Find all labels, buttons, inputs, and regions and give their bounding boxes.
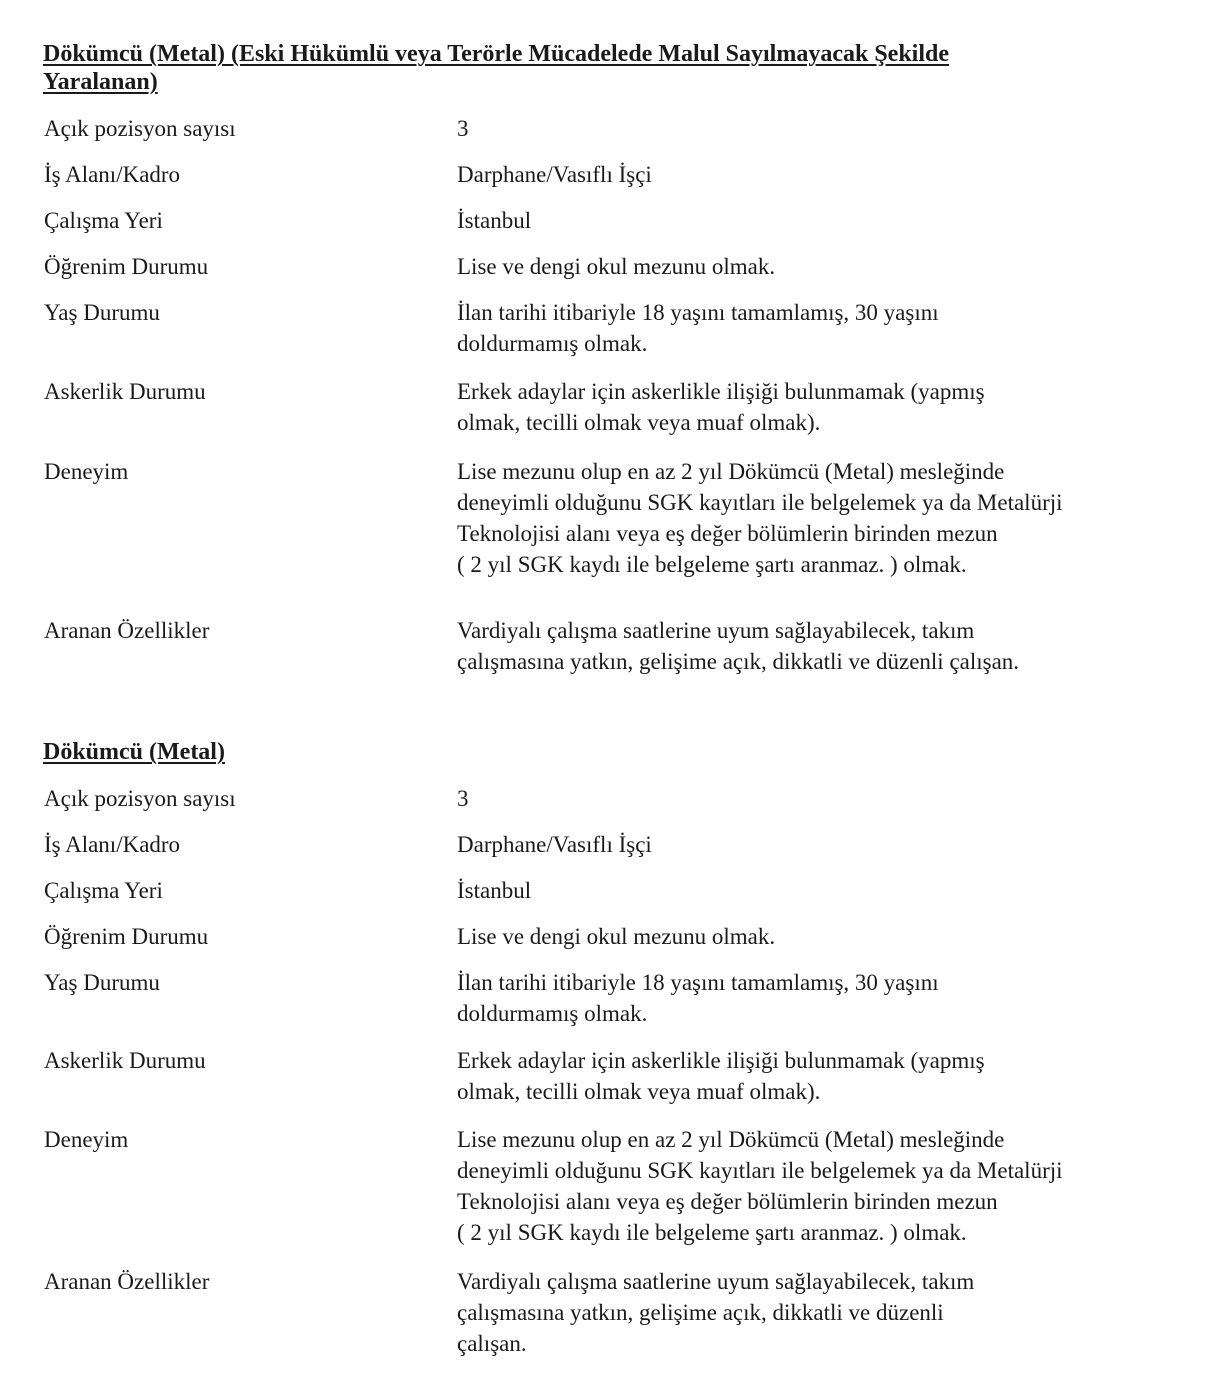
field-value: Lise mezunu olup en az 2 yıl Dökümcü (Metal) mesleğinde deneyimli olduğunu SGK kayıtları ile belgelemek ya da Metalürji Teknolojisi alanı veya eş değer bölümlerin birinden mezun ( 2 yıl SGK kaydı ile belgeleme şartı aranmaz. ) olmak. bbox=[457, 1127, 1063, 1245]
field-label: Yaş Durumu bbox=[44, 970, 160, 995]
field-label: Deneyim bbox=[44, 459, 129, 484]
field-value: Lise ve dengi okul mezunu olmak. bbox=[457, 254, 776, 279]
field-label: Askerlik Durumu bbox=[44, 379, 206, 404]
field-label: İş Alanı/Kadro bbox=[44, 832, 181, 857]
field-label: Çalışma Yeri bbox=[44, 208, 163, 233]
section-title-line: Dökümcü (Metal) bbox=[43, 739, 225, 765]
field-value: İstanbul bbox=[457, 208, 532, 233]
field-value: Lise ve dengi okul mezunu olmak. bbox=[457, 924, 776, 949]
field-value: İlan tarihi itibariyle 18 yaşını tamamlamış, 30 yaşını doldurmamış olmak. bbox=[457, 300, 939, 356]
field-value: Darphane/Vasıflı İşçi bbox=[457, 162, 652, 187]
section-title-1 bbox=[43, 40, 949, 96]
field-value: İstanbul bbox=[457, 878, 532, 903]
field-label: Askerlik Durumu bbox=[44, 1048, 206, 1073]
field-value: Vardiyalı çalışma saatlerine uyum sağlayabilecek, takım çalışmasına yatkın, gelişime açık, dikkatli ve düzenli çalışan. bbox=[457, 1269, 975, 1356]
field-value: Lise mezunu olup en az 2 yıl Dökümcü (Metal) mesleğinde deneyimli olduğunu SGK kayıtları ile belgelemek ya da Metalürji Teknolojisi alanı veya eş değer bölümlerin birinden mezun ( 2 yıl SGK kaydı ile belgeleme şartı aranmaz. ) olmak. bbox=[457, 459, 1063, 577]
field-label: Deneyim bbox=[44, 1127, 129, 1152]
field-label: Aranan Özellikler bbox=[44, 1269, 210, 1294]
field-label: İş Alanı/Kadro bbox=[44, 162, 181, 187]
field-value: İlan tarihi itibariyle 18 yaşını tamamlamış, 30 yaşını doldurmamış olmak. bbox=[457, 970, 939, 1026]
field-label: Çalışma Yeri bbox=[44, 878, 163, 903]
field-value: 3 bbox=[457, 116, 469, 141]
section-title-line: Dökümcü (Metal) (Eski Hükümlü veya Terörle Mücadelede Malul Sayılmayacak Şekilde bbox=[43, 41, 950, 67]
field-value: Erkek adaylar için askerlikle ilişiği bulunmamak (yapmış olmak, tecilli olmak veya muaf olmak). bbox=[457, 379, 985, 435]
field-label: Yaş Durumu bbox=[44, 300, 160, 325]
field-label: Öğrenim Durumu bbox=[44, 924, 209, 949]
field-value: 3 bbox=[457, 786, 469, 811]
field-value: Erkek adaylar için askerlikle ilişiği bulunmamak (yapmış olmak, tecilli olmak veya muaf olmak). bbox=[457, 1048, 985, 1104]
field-label: Açık pozisyon sayısı bbox=[44, 786, 236, 811]
field-label: Aranan Özellikler bbox=[44, 618, 210, 643]
field-label: Öğrenim Durumu bbox=[44, 254, 209, 279]
section-title-line: Yaralanan) bbox=[43, 69, 158, 95]
field-label: Açık pozisyon sayısı bbox=[44, 116, 236, 141]
field-value: Vardiyalı çalışma saatlerine uyum sağlayabilecek, takım çalışmasına yatkın, gelişime açık, dikkatli ve düzenli çalışan. bbox=[457, 618, 1020, 674]
field-value: Darphane/Vasıflı İşçi bbox=[457, 832, 652, 857]
section-title-2 bbox=[43, 738, 225, 766]
